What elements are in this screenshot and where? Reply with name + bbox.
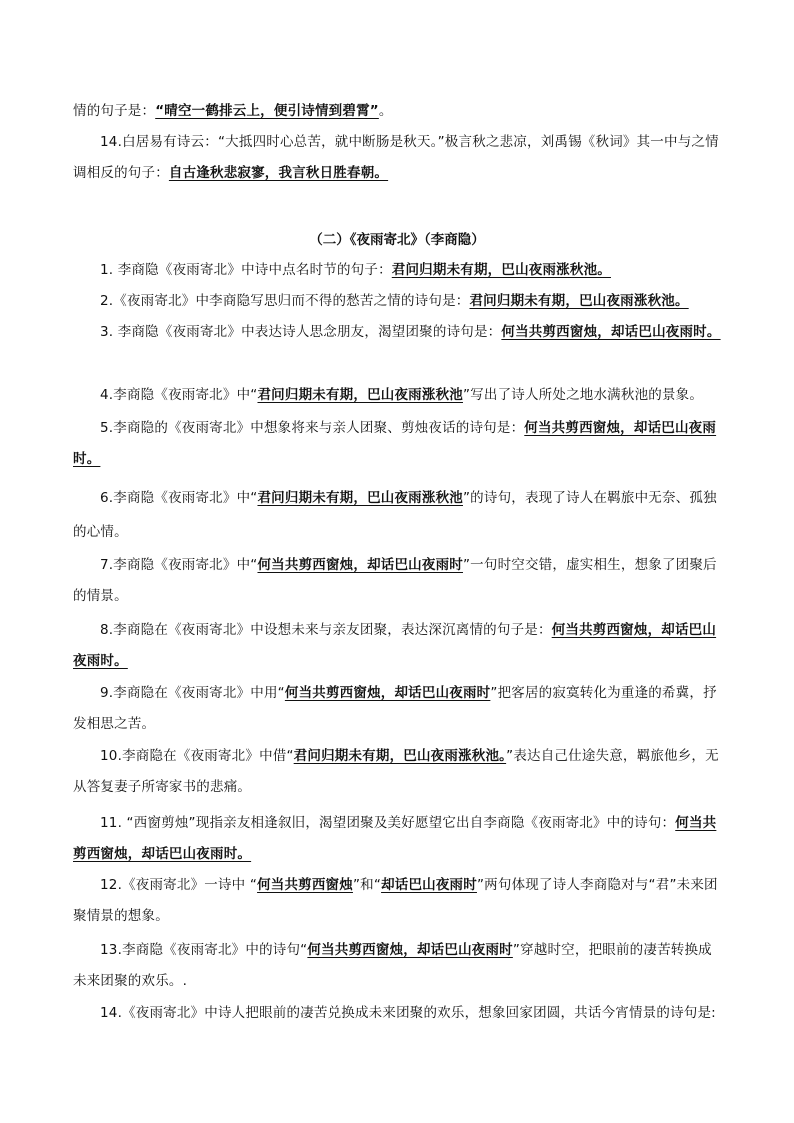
answer-text: 何当共剪西窗烛，却话巴山夜雨时。 — [73, 622, 717, 669]
answer-text: 何当共剪西窗烛，却话巴山夜雨时 — [257, 557, 463, 573]
question-text: 14.白居易有诗云：“大抵四时心总苦，就中断肠是秋天。”极言秋之悲凉，刘禹锡《秋词》其一中与之情调相反的句子： — [73, 134, 719, 181]
question-text: 7.李商隐《夜雨寄北》中“ — [100, 557, 258, 573]
answer-text: 何当共剪西窗烛，却话巴山夜雨时。 — [73, 420, 717, 467]
question-text: 13.李商隐《夜雨寄北》中的诗句“ — [100, 942, 308, 958]
question-text: ”两句体现了诗人李商隐对与“君”未来团聚情景的想象。 — [73, 877, 718, 924]
question-text: 10.李商隐在《夜雨寄北》中借“ — [100, 748, 294, 764]
question-item-14 — [73, 998, 725, 1029]
answer-text: 君问归期未有期，巴山夜雨涨秋池。 — [469, 293, 689, 309]
question-text: 2.《夜雨寄北》中李商隐写思归而不得的愁苦之情的诗句是： — [100, 293, 470, 309]
question-text: 6.李商隐《夜雨寄北》中“ — [100, 490, 258, 506]
question-text: ”和“ — [352, 877, 382, 893]
answer-text: 何当共剪西窗烛 — [257, 877, 353, 893]
question-text: ”穿越时空，把眼前的凄苦转换成未来团聚的欢乐。. — [73, 942, 712, 989]
question-text: ”把客居的寂寞转化为重逢的希冀，抒发相思之苦。 — [73, 685, 717, 732]
question-text: 9.李商隐在《夜雨寄北》中用“ — [100, 685, 285, 701]
question-item-7 — [73, 550, 725, 612]
question-text: ”写出了诗人所处之地水满秋池的景象。 — [462, 387, 704, 403]
answer-text: 君问归期未有期，巴山夜雨涨秋池 — [257, 490, 463, 506]
question-text: 14.《夜雨寄北》中诗人把眼前的凄苦兑换成未来团聚的欢乐，想象回家团圆，共话今宵情景的诗句是: — [100, 1005, 716, 1021]
question-text: ”表达自己仕途失意，羁旅他乡，无从答复妻子所寄家书的悲痛。 — [73, 748, 719, 795]
question-text: ”一句时空交错，虚实相生，想象了团聚后的情景。 — [73, 557, 717, 604]
question-text: 情的句子是： — [73, 103, 156, 119]
question-item-2 — [73, 286, 725, 317]
answer-text: 却话巴山夜雨时 — [381, 877, 477, 893]
answer-text: 何当共剪西窗烛，却话巴山夜雨时 — [307, 942, 513, 958]
question-text: 5.李商隐的《夜雨寄北》中想象将来与亲人团聚、剪烛夜话的诗句是： — [100, 420, 525, 436]
answer-text: 自古逢秋悲寂寥，我言秋日胜春朝。 — [168, 165, 389, 181]
question-text: 。 — [378, 103, 393, 119]
answer-text: 何当共剪西窗烛，却话巴山夜雨时。 — [501, 324, 721, 340]
question-item-6 — [73, 481, 725, 549]
answer-text: “晴空一鹤排云上，便引诗情到碧霄” — [155, 103, 379, 119]
question-item-10 — [73, 741, 725, 803]
question-text: 11. “西窗剪烛”现指亲友相逢叙旧，渴望团聚及美好愿望它出自李商隐《夜雨寄北》中的诗句： — [100, 815, 676, 831]
paragraph-top-continuation — [73, 96, 725, 127]
question-item-1 — [73, 255, 725, 286]
section-heading: （二）《夜雨寄北》（李商隐） — [309, 232, 485, 248]
question-14-autumn — [73, 127, 725, 189]
question-item-11 — [73, 808, 725, 870]
question-text: 8.李商隐在《夜雨寄北》中设想未来与亲友团聚，表达深沉离情的句子是： — [100, 622, 552, 638]
answer-text: 何当共剪西窗烛，却话巴山夜雨时。 — [73, 815, 717, 862]
question-text: 4.李商隐《夜雨寄北》中“ — [100, 387, 258, 403]
question-text: 1. 李商隐《夜雨寄北》中诗中点名时节的句子： — [100, 262, 392, 278]
question-text: 12.《夜雨寄北》一诗中 “ — [100, 877, 258, 893]
answer-text: 君问归期未有期，巴山夜雨涨秋池 — [257, 387, 463, 403]
answer-text: 君问归期未有期，巴山夜雨涨秋池。 — [391, 262, 611, 278]
answer-text: 何当共剪西窗烛，却话巴山夜雨时 — [284, 685, 491, 701]
question-item-5 — [73, 413, 725, 475]
answer-text: 君问归期未有期，巴山夜雨涨秋池。 — [293, 748, 507, 764]
question-text: 3. 李商隐《夜雨寄北》中表达诗人思念朋友，渴望团聚的诗句是： — [100, 324, 502, 340]
question-text: ”的诗句，表现了诗人在羁旅中无奈、孤独的心情。 — [73, 490, 717, 540]
question-item-4 — [73, 380, 725, 411]
question-item-9 — [73, 678, 725, 740]
question-item-8 — [73, 615, 725, 677]
question-item-3 — [73, 317, 725, 348]
question-item-13 — [73, 935, 725, 997]
question-item-12 — [73, 870, 725, 932]
